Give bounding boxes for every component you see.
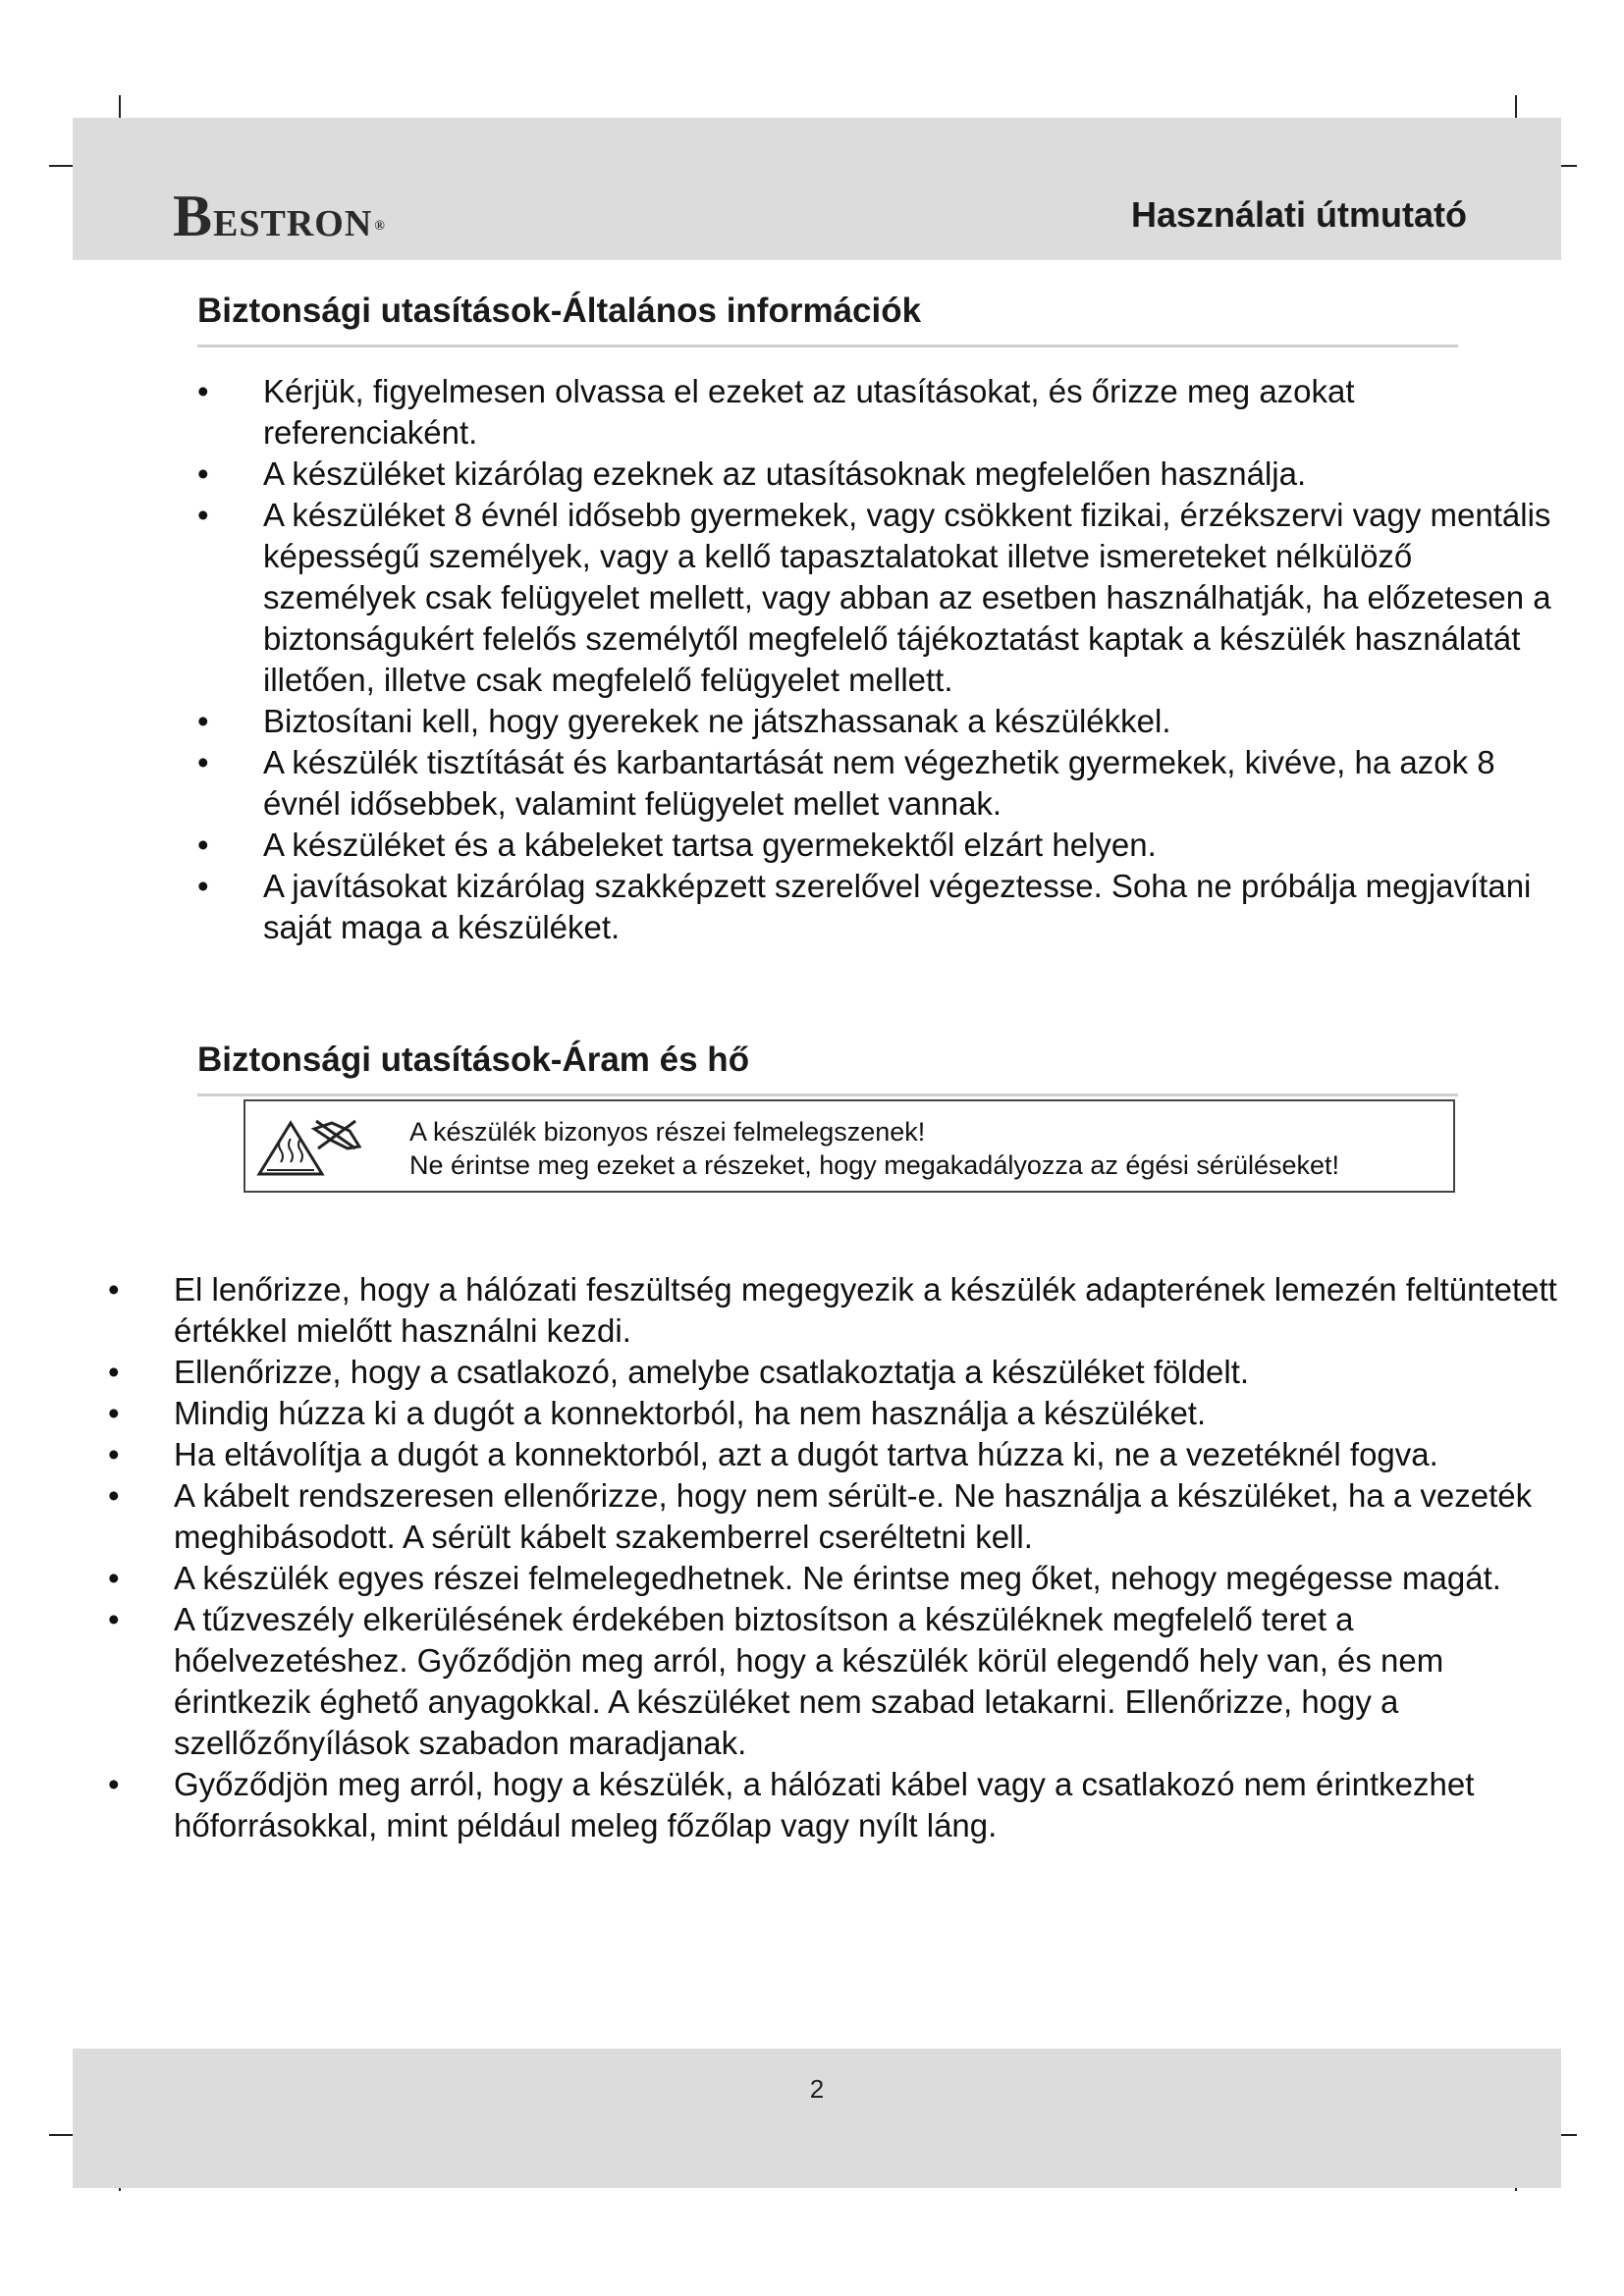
list-item [108, 1558, 1581, 1599]
list-item-text: A készüléket 8 évnél idősebb gyermekek, vagy csökkent fizikai, érzékszervi vagy mentális képességű személyek, vagy a kellő tapasztalatokat illetve ismereteket nélkülöző személyek csak felügyelet mellett, vagy abban az esetben használhatják, ha előzetesen a biztonságukért felelős személytől megfelelő tájékoztatást kaptak a készülék használatát illetően, illetve csak megfelelő felügyelet mellett. [263, 497, 1551, 698]
section-title-general: Biztonsági utasítások-Általános információk [197, 292, 1458, 347]
list-item-text: Mindig húzza ki a dugót a konnektorból, ha nem használja a készüléket. [174, 1395, 1207, 1431]
list-item [108, 1599, 1581, 1764]
list-item [108, 1393, 1581, 1434]
bullet: • [108, 1271, 120, 1308]
page-footer [73, 2049, 1561, 2188]
list-item [197, 701, 1552, 742]
list-item [197, 825, 1552, 866]
list-item-text: Ellenőrizze, hogy a csatlakozó, amelybe csatlakoztatja a készüléket földelt. [174, 1354, 1250, 1390]
page-number: 2 [809, 2074, 825, 2104]
list-item-text: A kábelt rendszeresen ellenőrizze, hogy nem sérült-e. Ne használja a készüléket, ha a vezeték meghibásodott. A sérült kábelt szakemberrel cseréltetni kell. [174, 1477, 1533, 1555]
bullet: • [197, 703, 209, 739]
bullet: • [197, 868, 209, 904]
warning-line-1: A készülék bizonyos részei felmelegszenek! [409, 1117, 926, 1147]
list-item-text: Biztosítani kell, hogy gyerekek ne játszhassanak a készülékkel. [263, 703, 1171, 739]
list-item [197, 742, 1552, 825]
list-item-text: A készülék tisztítását és karbantartását nem végezhetik gyermekek, kivéve, ha azok 8 évnél idősebbek, valamint felügyelet mellet vannak. [263, 744, 1495, 822]
list-item-text: El lenőrizze, hogy a hálózati feszültség megegyezik a készülék adapterének lemezén feltüntetett értékkel mielőtt használni kezdi. [174, 1271, 1557, 1349]
list-item [108, 1764, 1581, 1846]
list-item-text: Kérjük, figyelmesen olvassa el ezeket az utasításokat, és őrizze meg azokat referenciaként. [263, 373, 1355, 451]
list-item [197, 495, 1552, 701]
list-item [108, 1269, 1581, 1352]
warning-line-2: Ne érintse meg ezeket a részeket, hogy megakadályozza az égési sérüléseket! [409, 1150, 1340, 1180]
bullet: • [108, 1477, 120, 1514]
bullet: • [108, 1560, 120, 1596]
list-item-text: A készüléket kizárólag ezeknek az utasításoknak megfelelően használja. [263, 455, 1307, 492]
bullet: • [197, 497, 209, 533]
list-item [197, 371, 1552, 454]
section-title-power-heat: Biztonsági utasítások-Áram és hő [197, 1041, 1458, 1096]
bullet: • [108, 1766, 120, 1802]
hot-surface-warning-box [244, 1099, 1455, 1193]
list-item-text: A készülék egyes részei felmelegedhetnek. Ne érintse meg őket, nehogy megégesse magát. [174, 1560, 1501, 1596]
manual-title: Használati útmutató [1130, 194, 1467, 235]
list-item [108, 1434, 1581, 1475]
list-item [197, 866, 1552, 948]
bullet: • [108, 1601, 120, 1637]
list-item [108, 1352, 1581, 1393]
list-item-text: A tűzveszély elkerülésének érdekében biztosítson a készüléknek megfelelő teret a hőelvezetéshez. Győződjön meg arról, hogy a készülék körül elegendő hely van, és nem érintkezik éghető anyagokkal. A készüléket nem szabad letakarni. Ellenőrizze, hogy a szellőzőnyílások szabadon maradjanak. [174, 1601, 1444, 1761]
page-header [73, 118, 1561, 260]
list-item-text: Győződjön meg arról, hogy a készülék, a hálózati kábel vagy a csatlakozó nem érintkezhet hőforrásokkal, mint például meleg főzőlap vagy nyílt láng. [174, 1766, 1475, 1843]
bullet: • [108, 1436, 120, 1472]
hot-surface-warning-icon [253, 1115, 363, 1180]
list-item [197, 454, 1552, 495]
bullet: • [197, 373, 209, 409]
bullet: • [108, 1395, 120, 1431]
bullet: • [197, 744, 209, 780]
list-item-text: A készüléket és a kábeleket tartsa gyermekektől elzárt helyen. [263, 827, 1157, 863]
general-safety-list [197, 371, 1552, 948]
list-item-text: A javításokat kizárólag szakképzett szerelővel végeztesse. Soha ne próbálja megjavítani saját maga a készüléket. [263, 868, 1532, 945]
list-item [108, 1475, 1581, 1558]
list-item-text: Ha eltávolítja a dugót a konnektorból, azt a dugót tartva húzza ki, ne a vezetéknél fogva. [174, 1436, 1438, 1472]
brand-logo: BESTRON ® [173, 184, 386, 248]
bullet: • [108, 1354, 120, 1390]
power-heat-safety-list [108, 1269, 1581, 1846]
bullet: • [197, 827, 209, 863]
bullet: • [197, 455, 209, 492]
